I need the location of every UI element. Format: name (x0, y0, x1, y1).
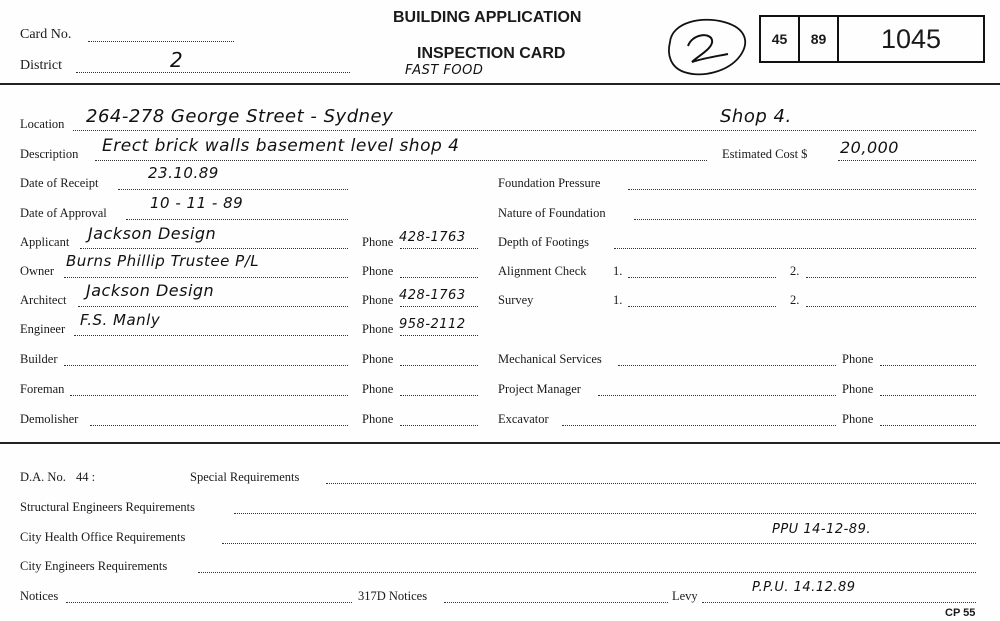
alignment-num-2: 2. (790, 264, 800, 278)
architect-phone-value: 428-1763 (399, 288, 466, 303)
foreman-field (70, 395, 348, 396)
special-requirements-field (326, 483, 976, 484)
date-receipt-field (118, 189, 348, 190)
survey-field-1 (628, 306, 776, 307)
architect-phone-label: Phone (362, 293, 394, 307)
notices-field (66, 602, 352, 603)
architect-phone-field (400, 306, 478, 307)
card-no-label: Card No. (20, 27, 72, 42)
header-divider (0, 83, 1000, 85)
form-code: CP 55 (945, 607, 976, 619)
city-engineers-field (198, 572, 976, 573)
architect-field (78, 306, 348, 307)
engineer-field (74, 335, 348, 336)
excavator-label: Excavator (498, 412, 549, 426)
mechanical-phone-field (880, 365, 976, 366)
foreman-label: Foreman (20, 382, 65, 396)
owner-value: Burns Phillip Trustee P/L (66, 252, 260, 270)
owner-label: Owner (20, 264, 55, 278)
builder-phone-field (400, 365, 478, 366)
applicant-phone-value: 428-1763 (399, 230, 466, 245)
applicant-value: Jackson Design (88, 224, 217, 243)
card-box-2: 89 (798, 15, 839, 63)
demolisher-label: Demolisher (20, 412, 79, 426)
demolisher-phone-label: Phone (362, 412, 394, 426)
demolisher-phone-field (400, 425, 478, 426)
location-value: 264-278 George Street - Sydney (86, 106, 394, 127)
nature-foundation-label: Nature of Foundation (498, 206, 606, 220)
district-stamp-mark (662, 12, 754, 82)
levy-field (702, 602, 976, 603)
owner-phone-label: Phone (362, 264, 394, 278)
engineer-phone-label: Phone (362, 322, 394, 336)
depth-footings-field (614, 248, 976, 249)
card-box-3: 1045 (837, 15, 985, 63)
excavator-phone-field (880, 425, 976, 426)
applicant-field (80, 248, 348, 249)
estimated-cost-value: 20,000 (840, 138, 899, 157)
project-manager-field (598, 395, 836, 396)
builder-phone-label: Phone (362, 352, 394, 366)
notices-label: Notices (20, 589, 59, 603)
survey-field-2 (806, 306, 976, 307)
date-receipt-label: Date of Receipt (20, 176, 99, 190)
notices-317d-label: 317D Notices (358, 589, 428, 603)
survey-label: Survey (498, 293, 534, 307)
project-manager-label: Project Manager (498, 382, 581, 396)
project-manager-phone-field (880, 395, 976, 396)
description-label: Description (20, 147, 79, 161)
district-field (76, 72, 350, 73)
structural-engineers-field (234, 513, 976, 514)
district-label: District (20, 58, 62, 73)
engineer-value: F.S. Manly (80, 311, 161, 329)
survey-num-1: 1. (613, 293, 623, 307)
description-value: Erect brick walls basement level shop 4 (102, 136, 460, 156)
builder-field (64, 365, 348, 366)
city-health-label: City Health Office Requirements (20, 530, 186, 544)
architect-label: Architect (20, 293, 67, 307)
foreman-phone-label: Phone (362, 382, 394, 396)
applicant-label: Applicant (20, 235, 70, 249)
engineer-phone-value: 958-2112 (399, 317, 466, 332)
demolisher-field (90, 425, 348, 426)
form-title-line1: BUILDING APPLICATION (393, 9, 582, 26)
foundation-pressure-label: Foundation Pressure (498, 176, 601, 190)
excavator-field (562, 425, 836, 426)
date-approval-field (126, 219, 348, 220)
owner-phone-field (400, 277, 478, 278)
owner-field (64, 277, 348, 278)
engineer-label: Engineer (20, 322, 66, 336)
district-value: 2 (170, 48, 184, 72)
applicant-phone-label: Phone (362, 235, 394, 249)
subtitle-handwritten: FAST FOOD (405, 63, 484, 78)
foundation-pressure-field (628, 189, 976, 190)
shop-value: Shop 4. (720, 106, 792, 127)
mechanical-services-field (618, 365, 836, 366)
estimated-cost-label: Estimated Cost $ (722, 147, 808, 161)
estimated-cost-field (838, 160, 976, 161)
builder-label: Builder (20, 352, 58, 366)
date-approval-label: Date of Approval (20, 206, 107, 220)
da-no-value: 44 : (76, 470, 96, 484)
applicant-phone-field (400, 248, 478, 249)
engineer-phone-field (400, 335, 478, 336)
card-box-1: 45 (759, 15, 800, 63)
alignment-field-1 (628, 277, 776, 278)
architect-value: Jackson Design (86, 281, 215, 300)
city-health-value: PPU 14-12-89. (772, 522, 871, 537)
alignment-num-1: 1. (613, 264, 623, 278)
nature-foundation-field (634, 219, 976, 220)
levy-label: Levy (672, 589, 698, 603)
mechanical-phone-label: Phone (842, 352, 874, 366)
card-no-field (88, 41, 234, 42)
foreman-phone-field (400, 395, 478, 396)
survey-num-2: 2. (790, 293, 800, 307)
alignment-check-label: Alignment Check (498, 264, 587, 278)
city-health-field (222, 543, 976, 544)
section-divider (0, 442, 1000, 444)
alignment-field-2 (806, 277, 976, 278)
excavator-phone-label: Phone (842, 412, 874, 426)
notices-317d-field (444, 602, 668, 603)
mechanical-services-label: Mechanical Services (498, 352, 602, 366)
date-receipt-value: 23.10.89 (148, 164, 219, 182)
location-field (73, 130, 976, 131)
special-requirements-label: Special Requirements (190, 470, 300, 484)
city-engineers-label: City Engineers Requirements (20, 559, 168, 573)
form-title-line2: INSPECTION CARD (417, 45, 566, 62)
date-approval-value: 10 - 11 - 89 (150, 194, 244, 212)
levy-value: P.P.U. 14.12.89 (752, 580, 856, 595)
description-field (95, 160, 707, 161)
structural-engineers-label: Structural Engineers Requirements (20, 500, 195, 514)
depth-footings-label: Depth of Footings (498, 235, 589, 249)
location-label: Location (20, 117, 65, 131)
da-no-label: D.A. No. (20, 470, 66, 484)
project-manager-phone-label: Phone (842, 382, 874, 396)
